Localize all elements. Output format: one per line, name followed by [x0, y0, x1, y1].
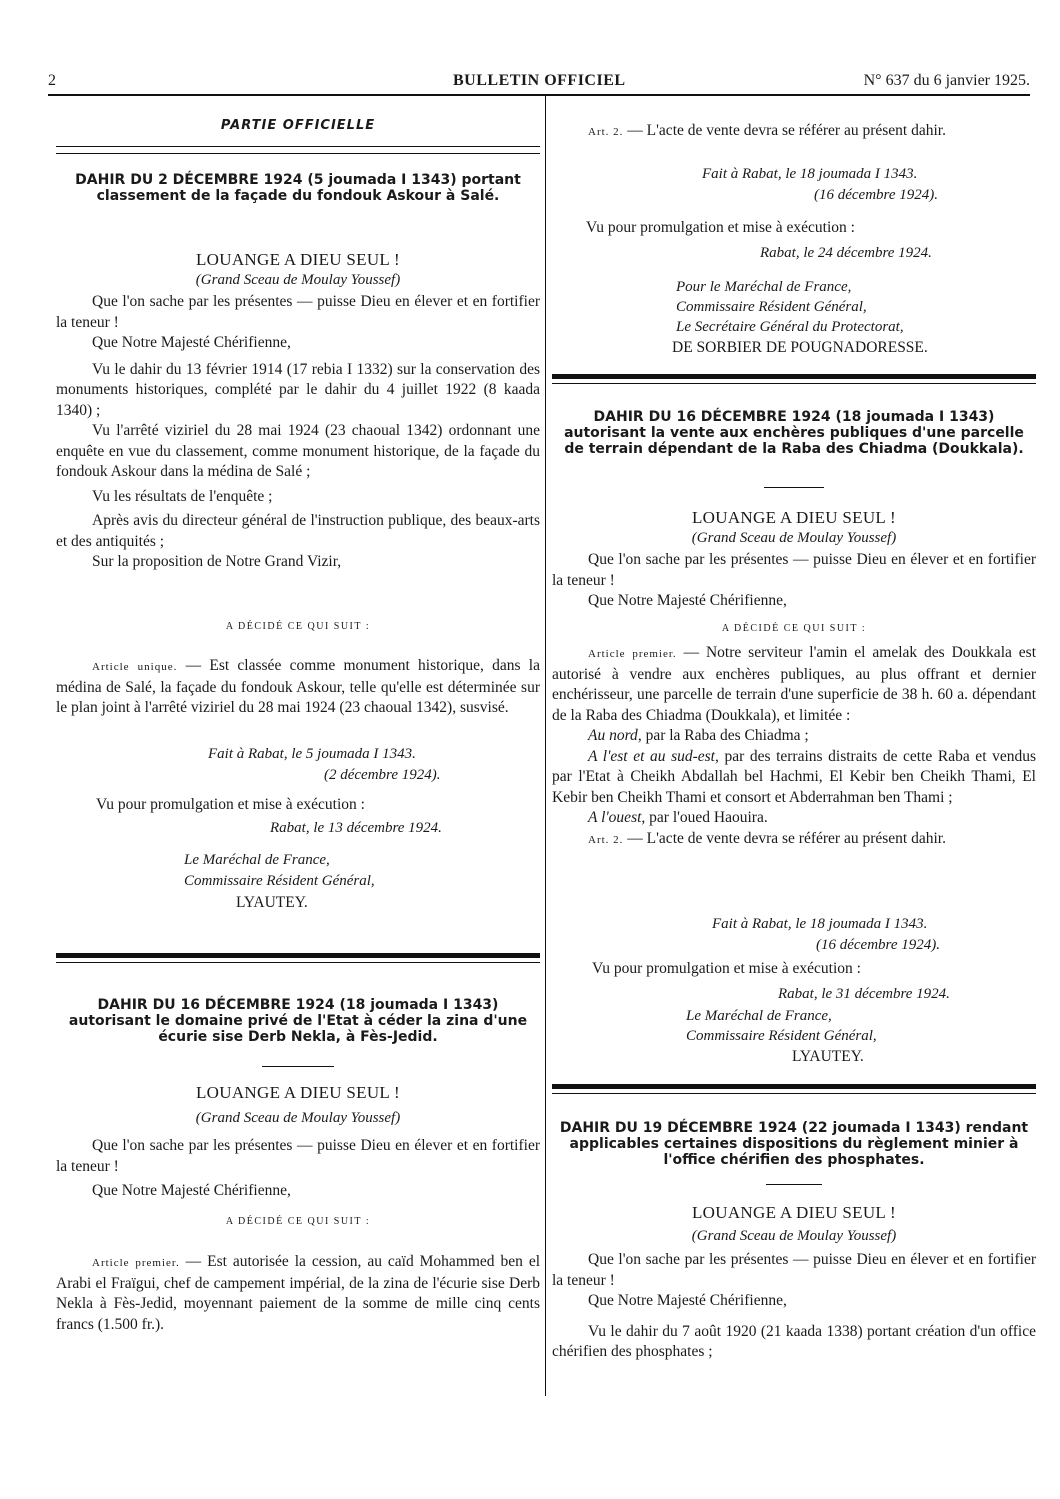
dahir-4-p3: Vu le dahir du 7 août 1920 (21 kaada 1338) portant création d'un office chérifien des phosphates ; — [552, 1322, 1036, 1360]
dahir-3-sceau: (Grand Sceau de Moulay Youssef) — [691, 530, 897, 546]
dahir-3-decide: A DÉCIDÉ CE QUI SUIT : — [721, 623, 867, 634]
cont-rabat: Rabat, le 24 décembre 1924. — [760, 245, 932, 261]
dahir-1-p6: Après avis du directeur général de l'instruction publique, des beaux-arts et des antiquités ; — [56, 512, 540, 550]
dahir-3-louange: LOUANGE A DIEU SEUL ! — [692, 508, 896, 527]
cont-sig1: Pour le Maréchal de France, — [676, 279, 852, 295]
dahir-1-fait: Fait à Rabat, le 5 joumada I 1343. — [208, 746, 416, 762]
dahir-1-art-text: — Est classée comme monument historique, dans la médina de Salé, la façade du fondouk Askour, telle qu'elle est déterminée sur le plan joint à l'arrêté viziriel du 28 mai 1924 (23 chaoual 1342), susvisé. — [56, 657, 540, 716]
dahir-1-sceau: (Grand Sceau de Moulay Youssef) — [195, 272, 401, 288]
dahir-1-art-label: Article unique. — [92, 661, 178, 673]
dahir-3-nord-label: Au nord — [588, 727, 638, 744]
dahir-2-article — [56, 1252, 540, 1335]
dahir-1-p2: Que Notre Majesté Chérifienne, — [92, 334, 291, 351]
partie-heading: PARTIE OFFICIELLE — [220, 118, 376, 133]
dahir-3 — [552, 409, 1036, 457]
dahir-3-sig1: Le Maréchal de France, — [686, 1008, 832, 1024]
dahir-1-rabat: Rabat, le 13 décembre 1924. — [270, 820, 442, 836]
dahir-1-p5: Vu les résultats de l'enquête ; — [92, 487, 273, 505]
dahir-4-title: DAHIR DU 19 DÉCEMBRE 1924 (22 joumada I 1343) rendant applicables certaines dispositions du règlement minier à l'office chérifien des phosphates. — [559, 1120, 1029, 1168]
dahir-3-rabat: Rabat, le 31 décembre 1924. — [778, 986, 950, 1002]
dahir-2-p1: Que l'on sache par les présentes — puisse Dieu en élever et en fortifier la teneur ! — [56, 1137, 540, 1175]
dahir-3-art1-label: Article premier. — [588, 648, 677, 660]
dahir-1-preamble — [56, 292, 540, 573]
dahir-4-louange: LOUANGE A DIEU SEUL ! — [692, 1203, 896, 1222]
dahir-3-est-label: A l'est et au sud-est — [588, 747, 715, 765]
dahir-3-vu-promulgation: Vu pour promulgation et mise à exécution : — [592, 960, 861, 977]
bulletin-title: BULLETIN OFFICIEL — [453, 72, 626, 89]
article-separator-thin — [56, 962, 540, 963]
dahir-1-fait-date: (2 décembre 1924). — [324, 767, 441, 783]
article-separator-thin — [552, 383, 1036, 384]
column-separator — [545, 96, 546, 1396]
dahir-1-p1: Que l'on sache par les présentes — puisse Dieu en élever et en fortifier la teneur ! — [56, 293, 540, 331]
dahir-4-preamble — [552, 1250, 1036, 1363]
dahir-2-art-text: — Est autorisée la cession, au caïd Mohammed ben el Arabi el Fraïgui, chef de campement impérial, de la zina de l'écurie sise Derb Nekla à Fès-Jedid, moyennant paiement de la somme de mille cinq cents francs (1.500 fr.). — [56, 1253, 541, 1333]
cont-art2-label: Art. 2. — [588, 126, 624, 138]
cont-art2-text: — L'acte de vente devra se référer au présent dahir. — [623, 122, 946, 139]
cont-sig3: Le Secrétaire Général du Protectorat, — [676, 319, 904, 335]
cont-sig2: Commissaire Résident Général, — [676, 299, 867, 315]
dahir-4-p2: Que Notre Majesté Chérifienne, — [588, 1292, 787, 1309]
dahir-1-p7: Sur la proposition de Notre Grand Vizir, — [92, 553, 342, 570]
article-separator-thick — [56, 953, 540, 958]
dahir-3-p2: Que Notre Majesté Chérifienne, — [588, 592, 787, 609]
dahir-3-article — [552, 643, 1036, 850]
cont-fait: Fait à Rabat, le 18 joumada I 1343. — [702, 166, 918, 182]
dahir-4-p1: Que l'on sache par les présentes — puisse Dieu en élever et en fortifier la teneur ! — [552, 1251, 1036, 1289]
dahir-1-sig1: Le Maréchal de France, — [184, 852, 330, 868]
dahir-3-est-text: , par des terrains distraits de cette Raba et vendus par l'Etat à Cheikh Abdallah bel Hachmi, El Kebir ben Cheikh Thami, El Kebir ben Cheikh Thami et consort et Abderrahman ben Thami ; — [552, 747, 1036, 806]
dahir-4-short-rule — [766, 1184, 822, 1185]
dahir-3-fait-date: (16 décembre 1924). — [816, 937, 940, 953]
dahir-3-art2-text: — L'acte de vente devra se référer au présent dahir. — [623, 829, 946, 847]
article-separator-thick — [552, 1084, 1036, 1089]
dahir-2-louange: LOUANGE A DIEU SEUL ! — [196, 1083, 400, 1102]
dahir-3-p1: Que l'on sache par les présentes — puisse Dieu en élever et en fortifier la teneur ! — [552, 551, 1036, 589]
dahir-2-decide: A DÉCIDÉ CE QUI SUIT : — [225, 1216, 371, 1227]
dahir-2-preamble — [56, 1136, 540, 1202]
dahir-2 — [56, 997, 540, 1045]
dahir-3-sig3: LYAUTEY. — [792, 1048, 864, 1065]
dahir-2-sceau: (Grand Sceau de Moulay Youssef) — [195, 1110, 401, 1126]
dahir-2-p2: Que Notre Majesté Chérifienne, — [92, 1182, 291, 1199]
running-header — [48, 72, 1030, 96]
dahir-1-louange: LOUANGE A DIEU SEUL ! — [196, 250, 400, 269]
dahir-1-p3: Vu le dahir du 13 février 1914 (17 rebia I 1332) sur la conservation des monuments historiques, complété par le dahir du 4 juillet 1922 (8 kaada 1340) ; — [56, 360, 540, 419]
dahir-1-sig2: Commissaire Résident Général, — [184, 873, 375, 889]
dahir-3-short-rule — [764, 487, 824, 488]
dahir-1-sig3: LYAUTEY. — [236, 894, 308, 911]
dahir-3-title: DAHIR DU 16 DÉCEMBRE 1924 (18 joumada I 1343) autorisant la vente aux enchères publiques d'une parcelle de terrain dépendant de la Raba des Chiadma (Doukkala). — [564, 409, 1024, 457]
cont-sig4: DE SORBIER DE POUGNADORESSE. — [672, 339, 928, 356]
cont-fait-date: (16 décembre 1924). — [814, 187, 938, 203]
issue-number: N° 637 du 6 janvier 1925. — [863, 72, 1030, 89]
dahir-2-title: DAHIR DU 16 DÉCEMBRE 1924 (18 joumada I 1343) autorisant le domaine privé de l'Etat à céder la zina d'une écurie sise Derb Nekla, à Fès-Jedid. — [68, 997, 528, 1045]
dahir-1 — [56, 172, 540, 204]
dahir-3-nord-text: , par la Raba des Chiadma ; — [637, 727, 809, 744]
page-number: 2 — [48, 72, 56, 89]
dahir-1-article — [56, 656, 540, 719]
dahir-2-art-label: Article premier. — [92, 1257, 180, 1269]
article-separator-thin — [552, 1093, 1036, 1094]
dahir-3-ouest-label: A l'ouest — [588, 809, 642, 826]
dahir-3-ouest-text: , par l'oued Haouira. — [641, 809, 768, 826]
dahir-3-preamble — [552, 550, 1036, 612]
dahir-1-p4: Vu l'arrêté viziriel du 28 mai 1924 (23 chaoual 1342) ordonnant une enquête en vue du classement, comme monument historique, de la façade du fondouk Askour dans la médina de Salé ; — [56, 422, 540, 480]
dahir-2-short-rule — [262, 1066, 334, 1067]
article-separator-thick — [552, 374, 1036, 379]
dahir-4 — [552, 1120, 1036, 1168]
dahir-1-vu-promulgation: Vu pour promulgation et mise à exécution : — [96, 796, 365, 813]
section-rule — [56, 146, 540, 154]
continued-article — [552, 121, 1036, 143]
dahir-4-sceau: (Grand Sceau de Moulay Youssef) — [691, 1228, 897, 1244]
dahir-1-title: DAHIR DU 2 DÉCEMBRE 1924 (5 joumada I 1343) portant classement de la façade du fondouk Askour à Salé. — [75, 172, 521, 204]
dahir-3-fait: Fait à Rabat, le 18 joumada I 1343. — [712, 916, 928, 932]
dahir-3-sig2: Commissaire Résident Général, — [686, 1028, 877, 1044]
header-rule — [48, 94, 1030, 96]
cont-vu-promulgation: Vu pour promulgation et mise à exécution : — [586, 219, 855, 236]
dahir-3-art1-text: — Notre serviteur l'amin el amelak des Doukkala est autorisé à vendre aux enchères publiques, au plus offrant et dernier enchérisseur, une parcelle de terrain d'une superficie de 38 h. 60 a. dépendant de la Raba des Chiadma (Doukkala), et limitée : — [552, 644, 1037, 724]
dahir-1-decide: A DÉCIDÉ CE QUI SUIT : — [225, 621, 371, 632]
dahir-3-art2-label: Art. 2. — [588, 833, 624, 846]
